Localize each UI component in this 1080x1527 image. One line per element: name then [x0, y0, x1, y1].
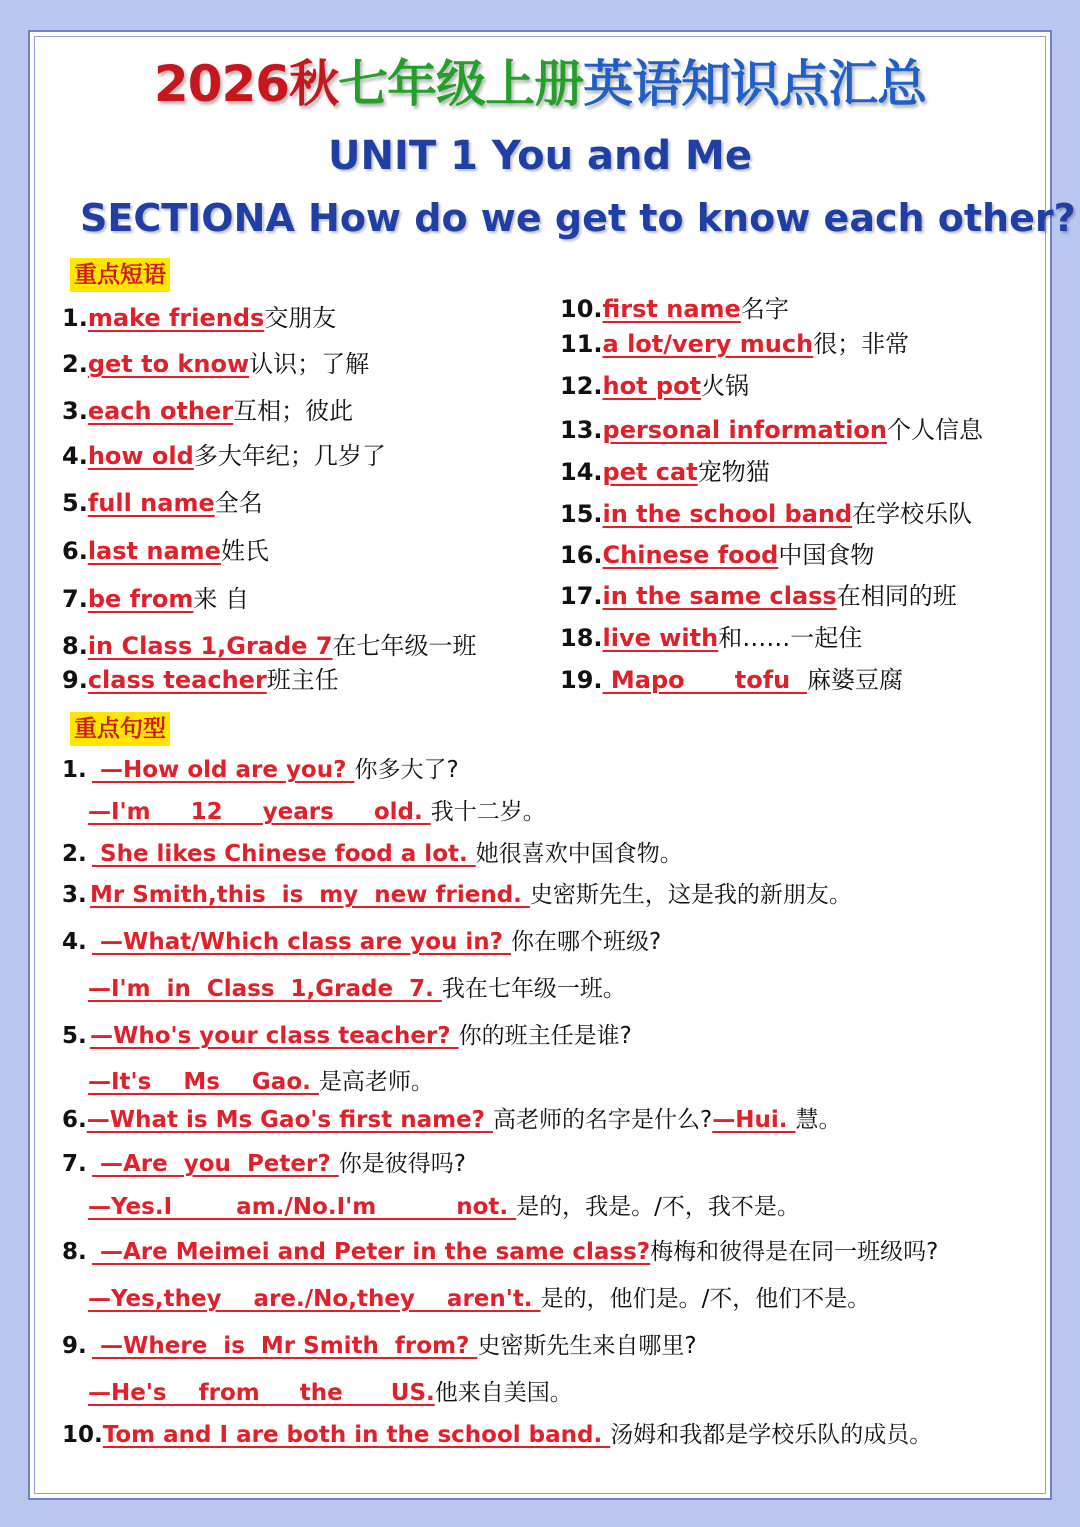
english-phrase: pet cat: [602, 458, 698, 486]
phrase-item: [62, 440, 386, 472]
chinese-meaning: 和……一起住: [718, 624, 863, 652]
english-sentence: —It's Ms Gao.: [88, 1069, 319, 1095]
english-answer: —Hui.: [712, 1107, 796, 1133]
english-sentence: Mr Smith,this is my new friend.: [90, 882, 530, 908]
chinese-meaning: 全名: [214, 489, 263, 517]
english-phrase: each other: [87, 397, 234, 425]
item-number: 19.: [560, 666, 603, 694]
unit-heading: UNIT 1 You and Me: [328, 133, 752, 179]
sentence-item: [88, 1377, 573, 1409]
phrase-item: [62, 535, 269, 567]
sentence-item: [88, 796, 546, 828]
chinese-meaning: 个人信息: [887, 416, 983, 444]
chinese-meaning: 很；非常: [813, 330, 910, 358]
english-sentence: —I'm in Class 1,Grade 7.: [88, 976, 442, 1002]
sentence-item: [62, 879, 852, 911]
english-sentence: —Who's your class teacher?: [90, 1023, 459, 1049]
chinese-meaning: 交朋友: [264, 304, 337, 332]
chinese-meaning: 在七年级一班: [332, 632, 477, 660]
english-phrase: Chinese food: [602, 541, 779, 569]
sentence-item: [62, 754, 459, 786]
phrase-item: [560, 456, 770, 488]
chinese-translation: 她很喜欢中国食物。: [475, 841, 683, 867]
section-heading: SECTIONA How do we get to know each other?: [80, 196, 1076, 240]
item-number: 6.: [62, 537, 88, 565]
chinese-translation: 史密斯先生，这是我的新朋友。: [529, 882, 852, 908]
item-number: 3.: [62, 882, 87, 908]
phrase-item: [560, 370, 749, 402]
english-sentence: —He's from the US.: [88, 1380, 435, 1406]
chinese-translation: 是的，他们是。/不，他们不是。: [540, 1286, 871, 1312]
chinese-meaning: 在学校乐队: [852, 500, 973, 528]
phrase-item: [560, 293, 789, 325]
sentences-label: 重点句型: [70, 712, 170, 746]
chinese-meaning: 麻婆豆腐: [806, 666, 903, 694]
english-sentence: She likes Chinese food a lot.: [92, 841, 476, 867]
phrase-item: [560, 498, 972, 530]
sentence-item: [62, 1236, 938, 1268]
item-number: 4.: [62, 929, 87, 955]
item-number: 1.: [62, 304, 88, 332]
item-number: 5.: [62, 1023, 87, 1049]
chinese-translation: 梅梅和彼得是在同一班级吗?: [650, 1239, 939, 1265]
item-number: 4.: [62, 442, 88, 470]
item-number: 7.: [62, 585, 88, 613]
english-sentence: —Are Meimei and Peter in the same class?: [92, 1239, 651, 1265]
title-part-grade: 七年级上册: [338, 55, 584, 113]
chinese-translation: 我在七年级一班。: [441, 976, 626, 1002]
item-number: 7.: [62, 1151, 87, 1177]
item-number: 2.: [62, 350, 88, 378]
english-sentence: —Are you Peter?: [92, 1151, 339, 1177]
english-sentence: —What/Which class are you in?: [92, 929, 511, 955]
chinese-meaning: 在相同的班: [836, 582, 957, 610]
english-sentence: Tom and I are both in the school band.: [102, 1422, 611, 1448]
english-sentence: —I'm 12 years old.: [88, 799, 431, 825]
chinese-meaning: 中国食物: [778, 541, 875, 569]
phrase-item: [62, 630, 477, 662]
item-number: 9.: [62, 666, 88, 694]
chinese-meaning: 多大年纪；几岁了: [193, 442, 386, 470]
chinese-meaning: 宠物猫: [697, 458, 770, 486]
item-number: 14.: [560, 458, 603, 486]
english-sentence: —How old are you?: [92, 757, 355, 783]
sentence-item: [62, 1104, 842, 1136]
english-sentence: —Yes,they are./No,they aren't.: [88, 1286, 541, 1312]
chinese-meaning: 姓氏: [220, 537, 269, 565]
item-number: 9.: [62, 1333, 87, 1359]
item-number: 8.: [62, 632, 88, 660]
chinese-translation: 我十二岁。: [430, 799, 546, 825]
item-number: 10.: [560, 295, 603, 323]
chinese-answer: 慧。: [795, 1107, 842, 1133]
title-part-summary: 知识点汇总: [681, 55, 927, 113]
english-phrase: a lot/very much: [602, 330, 814, 358]
sentence-item: [62, 1419, 932, 1451]
phrase-item: [62, 395, 353, 427]
chinese-meaning: 来 自: [193, 585, 250, 613]
chinese-translation: 高老师的名字是什么?: [493, 1107, 713, 1133]
sentence-item: [88, 1191, 800, 1223]
english-phrase: hot pot: [602, 372, 702, 400]
english-sentence: —Yes.I am./No.I'm not.: [88, 1194, 517, 1220]
phrase-item: [560, 414, 983, 446]
chinese-meaning: 认识；了解: [249, 350, 370, 378]
item-number: 1.: [62, 757, 87, 783]
chinese-translation: 是的，我是。/不，我不是。: [516, 1194, 800, 1220]
title-part-year: 2026秋: [153, 55, 339, 113]
sentence-item: [88, 1283, 870, 1315]
sentence-item: [88, 973, 626, 1005]
chinese-translation: 是高老师。: [318, 1069, 434, 1095]
item-number: 16.: [560, 541, 603, 569]
chinese-translation: 史密斯先生来自哪里?: [477, 1333, 697, 1359]
phrase-item: [560, 539, 874, 571]
title-part-subject: 英语: [583, 55, 682, 113]
english-phrase: last name: [87, 537, 221, 565]
chinese-translation: 你多大了?: [354, 757, 459, 783]
english-phrase: how old: [87, 442, 194, 470]
english-phrase: personal information: [602, 416, 887, 444]
phrase-item: [62, 302, 336, 334]
english-sentence: —What is Ms Gao's first name?: [86, 1107, 494, 1133]
item-number: 8.: [62, 1239, 87, 1265]
english-phrase: be from: [87, 585, 194, 613]
english-phrase: live with: [602, 624, 719, 652]
item-number: 10.: [62, 1422, 103, 1448]
item-number: 15.: [560, 500, 603, 528]
phrase-item: [62, 664, 339, 696]
sentence-item: [88, 1066, 434, 1098]
item-number: 11.: [560, 330, 603, 358]
english-phrase: in the same class: [602, 582, 837, 610]
chinese-translation: 汤姆和我都是学校乐队的成员。: [610, 1422, 933, 1448]
english-phrase: first name: [602, 295, 741, 323]
sentence-item: [62, 1330, 697, 1362]
phrase-item: [560, 580, 957, 612]
chinese-translation: 你是彼得吗?: [338, 1151, 466, 1177]
chinese-meaning: 互相；彼此: [233, 397, 354, 425]
chinese-translation: 你的班主任是谁?: [458, 1023, 632, 1049]
chinese-meaning: 名字: [740, 295, 789, 323]
english-phrase: make friends: [87, 304, 265, 332]
item-number: 17.: [560, 582, 603, 610]
sentence-item: [62, 1020, 632, 1052]
chinese-translation: 你在哪个班级?: [511, 929, 662, 955]
english-phrase: class teacher: [87, 666, 267, 694]
phrases-label: 重点短语: [70, 258, 170, 292]
phrase-item: [62, 583, 249, 615]
phrase-item: [560, 664, 903, 696]
english-phrase: get to know: [87, 350, 250, 378]
chinese-meaning: 班主任: [266, 666, 339, 694]
sentence-item: [62, 926, 661, 958]
phrase-item: [560, 328, 909, 360]
chinese-translation: 他来自美国。: [434, 1380, 573, 1406]
phrase-item: [62, 487, 263, 519]
item-number: 6.: [62, 1107, 87, 1133]
sentence-item: [62, 838, 683, 870]
item-number: 13.: [560, 416, 603, 444]
phrase-item: [62, 348, 369, 380]
item-number: 5.: [62, 489, 88, 517]
page-title: [0, 44, 1080, 124]
english-phrase: full name: [87, 489, 215, 517]
item-number: 18.: [560, 624, 603, 652]
sentence-item: [62, 1148, 466, 1180]
item-number: 2.: [62, 841, 87, 867]
english-phrase: Mapo tofu: [602, 666, 807, 694]
item-number: 12.: [560, 372, 603, 400]
item-number: 3.: [62, 397, 88, 425]
english-phrase: in Class 1,Grade 7: [87, 632, 333, 660]
english-phrase: in the school band: [602, 500, 853, 528]
chinese-meaning: 火锅: [701, 372, 750, 400]
english-sentence: —Where is Mr Smith from?: [92, 1333, 478, 1359]
phrase-item: [560, 622, 862, 654]
